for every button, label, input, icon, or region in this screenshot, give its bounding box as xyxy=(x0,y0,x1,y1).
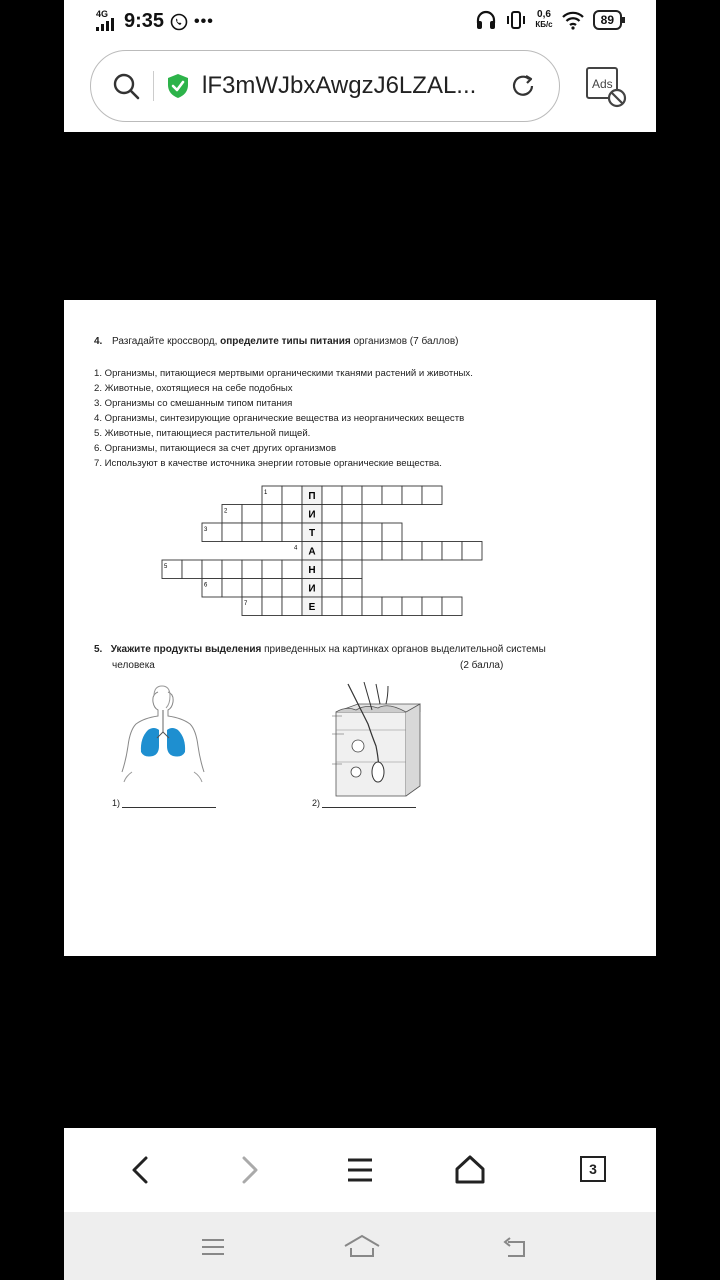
crossword-cell xyxy=(422,486,442,505)
keyword-letter: Е xyxy=(308,602,316,613)
answer-1-label: 1) xyxy=(112,798,121,808)
crossword-cell xyxy=(462,542,482,561)
crossword-cell xyxy=(362,486,382,505)
crossword-cell xyxy=(342,542,362,561)
question-text-bold: определите типы питания xyxy=(220,336,351,347)
clue-number: 4 xyxy=(294,545,298,552)
clue-number: 3 xyxy=(204,527,208,533)
keyword-letter: И xyxy=(308,583,316,595)
crossword-cell xyxy=(282,560,302,579)
crossword-cell xyxy=(282,505,302,524)
clue-number: 5 xyxy=(164,564,168,570)
clue-number: 2 xyxy=(224,508,228,515)
clue-number: 6 xyxy=(204,582,208,589)
crossword-cell xyxy=(202,560,222,579)
keyword-letter: И xyxy=(308,509,316,521)
crossword-cell xyxy=(382,597,402,616)
black-area-top xyxy=(64,132,656,300)
crossword-cell xyxy=(382,542,402,561)
address-bar xyxy=(64,44,656,132)
divider xyxy=(153,71,154,101)
crossword-cell xyxy=(222,523,242,542)
answer-1-field xyxy=(112,798,216,808)
tabs-button[interactable]: 3 xyxy=(580,1156,606,1182)
recents-icon[interactable] xyxy=(198,1232,228,1262)
crossword-cell xyxy=(402,486,422,505)
crossword-cell xyxy=(342,560,362,579)
clue: 6. Организмы, питающиеся за счет других организмов xyxy=(94,443,337,454)
crossword-cell xyxy=(262,560,282,579)
answer-2-label: 2) xyxy=(312,798,321,808)
clue: 4. Организмы, синтезирующие органические вещества из неорганических веществ xyxy=(94,413,465,424)
clue: 2. Животные, охотящиеся на себе подобных xyxy=(94,383,293,394)
crossword-cell xyxy=(342,523,362,542)
crossword-cell xyxy=(282,579,302,598)
clue: 1. Организмы, питающиеся мертвыми органическими тканями растений и животных. xyxy=(94,368,473,379)
secure-shield-icon xyxy=(166,73,190,99)
more-notifications-icon: ••• xyxy=(194,12,214,30)
crossword-cell xyxy=(242,505,262,524)
crossword-cell xyxy=(422,542,442,561)
crossword-cell xyxy=(342,597,362,616)
clue: 5. Животные, питающиеся растительной пищей. xyxy=(94,428,311,439)
reload-icon[interactable] xyxy=(508,71,538,101)
question-number: 5. xyxy=(94,644,103,655)
speed-unit: КБ/с xyxy=(535,20,553,29)
crossword-cell xyxy=(322,523,342,542)
crossword-cell xyxy=(262,523,282,542)
keyword-letter: Н xyxy=(308,565,316,576)
keyword-letter: П xyxy=(308,491,316,502)
crossword-cell xyxy=(322,486,342,505)
crossword-cell xyxy=(402,542,422,561)
keyword-letter: А xyxy=(308,546,316,558)
system-home-icon[interactable] xyxy=(342,1232,382,1262)
wifi-icon xyxy=(561,10,585,30)
question-text-plain: приведенных на картинках органов выделительной системы xyxy=(261,644,546,655)
forward-icon[interactable] xyxy=(230,1150,270,1190)
search-icon[interactable] xyxy=(111,71,141,101)
phone-screen xyxy=(64,0,656,1280)
question-text-tail: организмов (7 баллов) xyxy=(350,336,459,347)
crossword-grid xyxy=(64,300,656,956)
question-text-plain: Разгадайте кроссворд, xyxy=(112,336,221,347)
crossword-cell xyxy=(342,505,362,524)
speed-value: 0,6 xyxy=(537,9,551,20)
ad-block-icon[interactable] xyxy=(584,64,628,108)
crossword-cell xyxy=(322,579,342,598)
crossword-cell xyxy=(382,523,402,542)
crossword-cell xyxy=(362,542,382,561)
crossword-cell xyxy=(282,486,302,505)
crossword-cell xyxy=(322,597,342,616)
crossword-cell xyxy=(422,597,442,616)
answer-2-field xyxy=(312,798,416,808)
question-text-bold: Укажите продукты выделения xyxy=(110,644,262,655)
clock: 9:35 xyxy=(124,10,165,32)
battery-indicator: 89 xyxy=(593,10,622,30)
crossword-cell xyxy=(222,560,242,579)
clue: 7. Используют в качестве источника энергии готовые органические вещества. xyxy=(94,458,442,469)
crossword-cell xyxy=(262,597,282,616)
crossword-cell xyxy=(282,523,302,542)
crossword-cell xyxy=(242,523,262,542)
clue-number: 1 xyxy=(264,490,268,496)
skin-illustration xyxy=(328,682,424,798)
crossword-cell xyxy=(402,597,422,616)
crossword-cell xyxy=(382,486,402,505)
system-nav-bar xyxy=(64,1212,656,1280)
question-points: (2 балла) xyxy=(460,660,504,671)
network-speed xyxy=(535,10,552,30)
ads-label: Ads xyxy=(592,77,613,91)
whatsapp-icon xyxy=(170,13,188,31)
crossword-cell xyxy=(322,560,342,579)
crossword-cell xyxy=(222,579,242,598)
crossword-cell xyxy=(362,523,382,542)
url-box[interactable] xyxy=(90,50,560,122)
network-type: 4G xyxy=(96,8,109,19)
crossword-cell xyxy=(242,579,262,598)
back-icon[interactable] xyxy=(120,1150,160,1190)
crossword-cell xyxy=(262,579,282,598)
crossword-cell xyxy=(442,597,462,616)
crossword-cell xyxy=(282,597,302,616)
signal-icon xyxy=(96,8,120,33)
document-image xyxy=(64,300,656,956)
crossword-cell xyxy=(342,486,362,505)
crossword-cell xyxy=(322,542,342,561)
crossword-cell xyxy=(342,579,362,598)
browser-toolbar xyxy=(64,1128,656,1212)
system-back-icon[interactable] xyxy=(500,1232,530,1262)
crossword-cell xyxy=(322,505,342,524)
crossword-cell xyxy=(242,560,262,579)
question-number: 4. xyxy=(94,336,103,347)
crossword-cell xyxy=(362,597,382,616)
vibrate-icon xyxy=(505,10,527,30)
crossword-cell xyxy=(442,542,462,561)
lungs-illustration xyxy=(118,684,208,784)
menu-icon[interactable] xyxy=(340,1150,380,1190)
crossword-cell xyxy=(182,560,202,579)
black-area-bottom xyxy=(64,956,656,1128)
home-icon[interactable] xyxy=(450,1150,490,1190)
clue-number: 7 xyxy=(244,601,248,607)
keyword-letter: Т xyxy=(308,528,316,539)
question-text-line2: человека xyxy=(112,660,155,671)
headphones-icon xyxy=(475,10,497,30)
crossword-cell xyxy=(262,505,282,524)
status-bar xyxy=(64,0,656,44)
url-text[interactable]: lF3mWJbxAwgzJ6LZAL... xyxy=(202,72,477,99)
clue: 3. Организмы со смешанным типом питания xyxy=(94,398,293,409)
